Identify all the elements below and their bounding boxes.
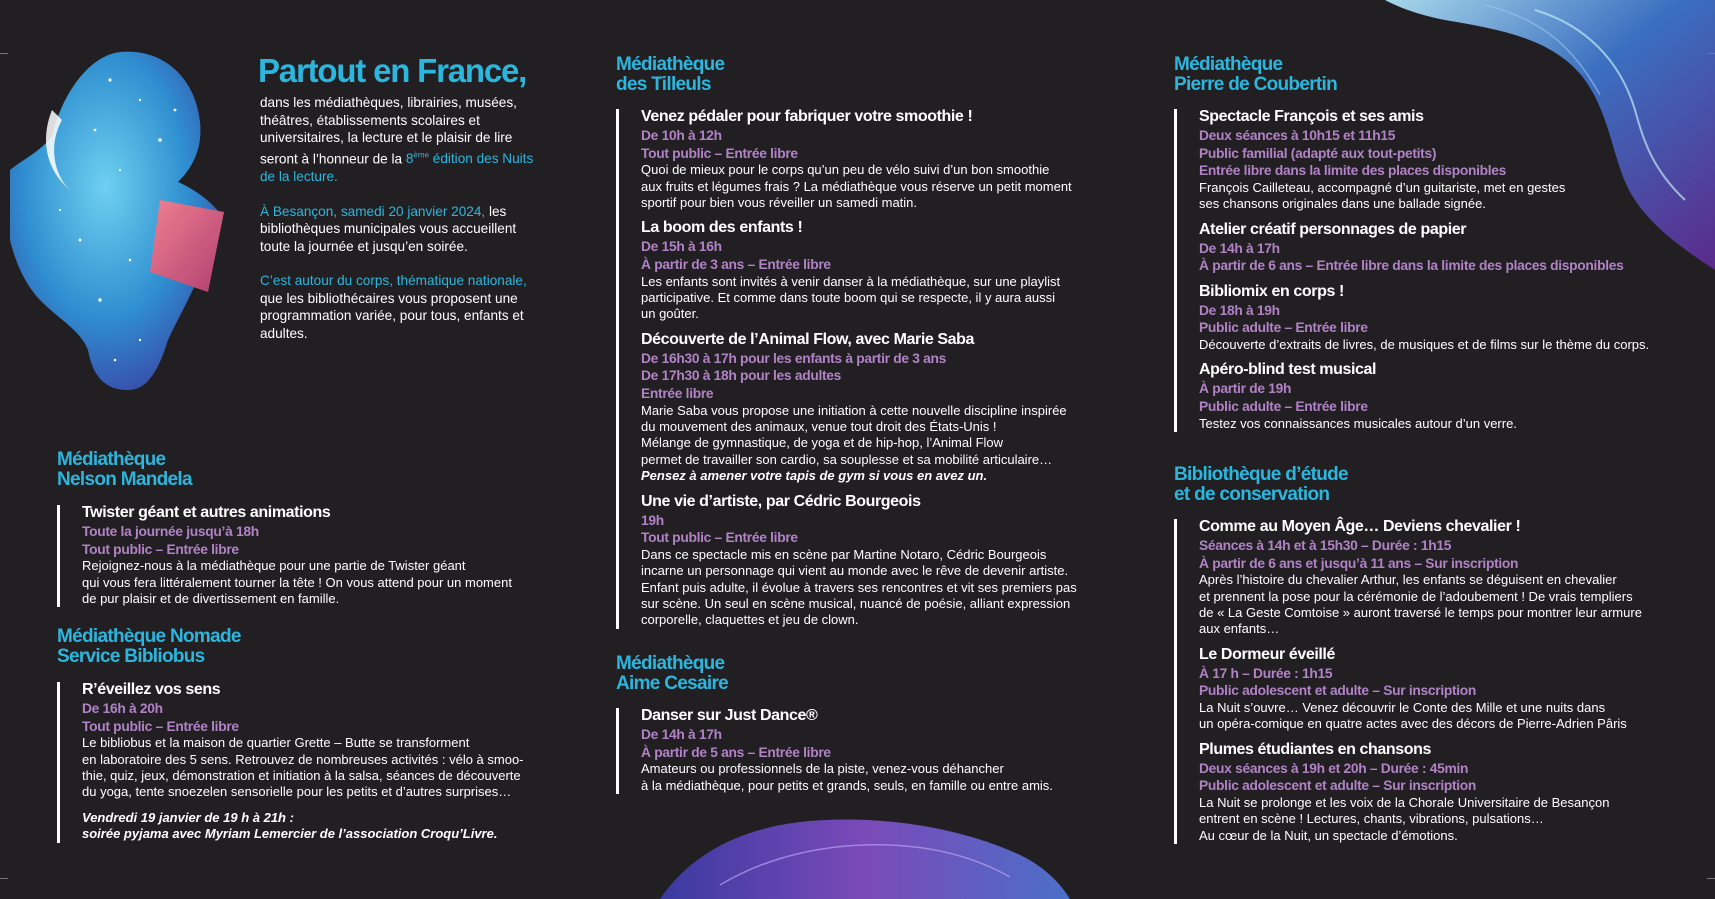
event-info [82,523,562,558]
event-info-line: De 16h à 20h [82,701,163,716]
event-desc [82,558,562,607]
event-desc-line: Rejoignez-nous à la médiathèque pour une partie de Twister géant [82,558,466,574]
event-desc-line: Amateurs ou professionnels de la piste, venez-vous déhancher [641,761,1004,777]
event-info [641,238,1121,273]
event-desc-line: Dans ce spectacle mis en scène par Martine Notaro, Cédric Bourgeois [641,546,1047,562]
event-desc [1199,180,1699,213]
date-highlight: À Besançon, samedi 20 janvier 2024, [260,203,486,219]
event-info-line: De 17h30 à 18h pour les adultes [641,368,842,384]
event-etude [1174,519,1699,844]
event-info [641,726,1121,761]
event-desc-line: entrent en scène ! Lectures, chants, vibrations, pulsations… [1199,811,1544,827]
event-smoothie [616,109,1121,629]
event-info-line: De 15h à 16h [641,239,722,255]
event-info [1199,240,1699,275]
event-info-line: Public adolescent et adulte – Sur inscription [1199,683,1477,699]
venue-line: Nelson Mandela [57,469,192,490]
event-desc-line: Découverte d’extraits de livres, de musiques et de films sur le thème du corps. [1199,336,1650,352]
event-info-line: À partir de 3 ans – Entrée libre [641,257,831,272]
event-info-line: Deux séances à 10h15 et 11h15 [1199,128,1396,143]
event-title: Spectacle François et ses amis [1199,108,1424,125]
event-title: Bibliomix en corps ! [1199,282,1344,300]
event-note [641,468,1121,484]
cosmic-blob-bottom [660,815,1070,899]
venue-heading [57,627,241,667]
event-info-line: Tout public – Entrée libre [641,145,798,161]
event-note-line: Vendredi 19 janvier de 19 h à 21h : [82,809,294,825]
venue-heading [616,654,728,694]
event-title: Apéro-blind test musical [1199,361,1377,379]
intro-paragraph [260,94,535,186]
event-title: Comme au Moyen Âge… Deviens chevalier ! [1199,518,1521,535]
event-coubertin [1174,109,1699,432]
venue-heading [1174,55,1337,95]
event-desc-line: sur scène. Un seul en scène musical, nuancé de poésie, alliant expression [641,596,1071,612]
intro-p3-text: que les bibliothécaires vous proposent une programmation variée, pour tous, enfants et adultes. [260,290,524,342]
event-desc-line: Les enfants sont invités à venir danser à la médiathèque, sur une playlist [641,273,1061,289]
event-info-line: À 17 h – Durée : 1h15 [1199,665,1333,681]
reader-silhouette-illustration [0,40,250,430]
venue-line: Médiathèque [616,54,725,75]
event-info [1199,665,1699,700]
crop-mark [1707,878,1715,879]
event-desc [641,162,1121,211]
event-info [1199,760,1699,795]
theme-highlight: C’est autour du corps, thématique nationale, [260,273,527,289]
event-desc [1199,416,1699,432]
event-info-line: Entrée libre [641,386,714,401]
event-desc-line: François Cailleteau, accompagné d’un guitariste, met en gestes [1199,179,1566,195]
event-info-line: Tout public – Entrée libre [82,541,239,557]
venue-heading [1174,465,1348,505]
crop-mark [0,878,8,879]
intro-text [260,94,535,360]
edition-rest: édition des Nuits de la lecture. [260,151,534,184]
event-info-line: De 14h à 17h [641,727,722,742]
event-desc [641,403,1121,469]
intro-p1-text: dans les médiathèques, librairies, musées, théâtres, établissements scolaires et universitaires, la lecture et le plaisir de lire seront à l’honneur de la [260,95,517,167]
event-desc-line: en laboratoire des 5 sens. Retrouvez de nombreuses activités : vélo à smoo- [82,751,524,767]
event-desc-line: participative. Et comme dans toute boom qui se respecte, il y aura aussi [641,290,1056,305]
event-info-line: Deux séances à 19h et 20h – Durée : 45min [1199,760,1469,776]
event-info [641,350,1121,403]
event-info-line: Tout public – Entrée libre [641,530,798,546]
event-info [641,127,1121,162]
page-title: Partout en France, [258,52,527,89]
event-desc-line: un opéra-comique en quatre actes avec des décors de Pierre-Adrien Pâris [1199,716,1627,732]
event-title: R’éveillez vos sens [82,681,221,698]
event-info [1199,380,1699,415]
event-desc-line: ses chansons originales dans une ballade signée. [1199,196,1486,212]
event-title: Venez pédaler pour fabriquer votre smoothie ! [641,108,973,125]
venue-line: Pierre de Coubertin [1174,74,1338,95]
event-desc-line: Enfant puis adulte, il évolue à travers ses rencontres et vit ses premiers pas [641,579,1077,595]
event-desc-line: de pur plaisir et de divertissement en famille. [82,591,340,606]
event-desc-line: Quoi de mieux pour le corps qu’un peu de vélo suivi d’un bon smoothie [641,162,1050,178]
event-info-line: Public familial (adapté aux tout-petits) [1199,145,1437,161]
event-info [1199,302,1699,337]
event-title: Une vie d’artiste, par Cédric Bourgeois [641,492,921,510]
event-desc-line: permet de travailler son cardio, sa souplesse et sa mobilité articulaire… [641,451,1053,467]
event-desc-line: Au cœur de la Nuit, un spectacle d’émotions. [1199,827,1458,843]
event-desc-line: thie, quiz, jeux, démonstration et initiation à la salsa, séances de découverte [82,768,521,783]
event-desc [1199,572,1699,638]
venue-line: et de conservation [1174,484,1330,505]
venue-heading [616,55,724,95]
event-note-line: soirée pyjama avec Myriam Lemercier de l’association Croqu’Livre. [82,826,498,842]
event-desc-line: Après l’histoire du chevalier Arthur, les enfants se déguisent en chevalier [1199,572,1617,588]
event-desc-line: qui vous fera littéralement tourner la tête ! On vous attend pour un moment [82,574,512,590]
event-info-line: À partir de 6 ans – Entrée libre dans la limite des places disponibles [1199,258,1624,274]
event-desc [641,547,1121,629]
venue-heading [57,450,192,490]
intro-p2-text: les bibliothèques municipales vous accueillent toute la journée et jusqu’en soirée. [260,203,517,254]
event-desc [641,761,1121,794]
edition-sup: ème [413,150,429,160]
event-desc-line: La Nuit s’ouvre… Venez découvrir le Conte des Mille et une nuits dans [1199,700,1606,715]
event-desc-line: La Nuit se prolonge et les voix de la Chorale Universitaire de Besançon [1199,795,1610,810]
intro-paragraph [260,203,535,256]
event-desc-line: Testez vos connaissances musicales autour d’un verre. [1199,415,1517,431]
venue-line: Aime Cesaire [616,673,729,694]
venue-line: Service Bibliobus [57,646,205,667]
event-info-line: Entrée libre dans la limite des places disponibles [1199,163,1507,179]
event-title: Plumes étudiantes en chansons [1199,740,1432,758]
venue-line: Médiathèque [57,449,166,470]
event-twister [57,505,562,607]
event-info-line: Toute la journée jusqu’à 18h [82,524,259,539]
event-info-line: Public adolescent et adulte – Sur inscription [1199,778,1477,794]
venue-line: Médiathèque Nomade [57,626,241,647]
event-title: Atelier créatif personnages de papier [1199,220,1467,238]
event-desc-line: sportif pour bien vous réveiller un samedi matin. [641,195,918,210]
event-title: La boom des enfants ! [641,219,803,237]
venue-line: des Tilleuls [616,74,711,95]
event-desc-line: Le bibliobus et la maison de quartier Grette – Butte se transforment [82,735,470,751]
event-title: Le Dormeur éveillé [1199,645,1335,663]
event-title: Découverte de l’Animal Flow, avec Marie Saba [641,330,975,348]
event-desc-line: et prennent la pose pour la cérémonie de l’adoubement ! De vrais templiers [1199,588,1633,604]
event-title: Twister géant et autres animations [82,504,331,521]
event-desc-line: corporelle, claquettes et jeu de clown. [641,612,859,628]
event-info-line: Public adulte – Entrée libre [1199,398,1368,414]
event-info-line: 19h [641,512,664,528]
event-desc [82,735,562,801]
event-desc-line: Mélange de gymnastique, de yoga et de hip-hop, l’Animal Flow [641,435,1004,451]
event-sens [57,682,562,843]
intro-paragraph [260,272,535,342]
event-info [1199,127,1699,180]
event-title: Danser sur Just Dance® [641,707,818,724]
event-desc-line: incarne un personnage qui vient au monde avec le rêve de devenir artiste. [641,563,1069,579]
venue-line: Médiathèque [1174,54,1283,75]
event-desc-line: aux enfants… [1199,621,1280,637]
event-desc-line: un goûter. [641,306,699,322]
event-justdance [616,708,1121,794]
event-info-line: Tout public – Entrée libre [82,718,239,734]
event-desc [1199,700,1699,733]
event-info [641,512,1121,547]
event-desc-line: de « La Geste Comtoise » auront traversé le temps pour montrer leur armure [1199,605,1642,620]
event-info-line: À partir de 6 ans et jusqu’à 11 ans – Sur inscription [1199,555,1519,571]
event-info [1199,537,1699,572]
venue-line: Médiathèque [616,653,725,674]
event-desc-line: à la médiathèque, pour petits et grands, seuls, en famille ou entre amis. [641,777,1053,793]
event-info-line: À partir de 19h [1199,381,1292,397]
event-desc [1199,795,1699,844]
event-info-line: De 18h à 19h [1199,302,1280,318]
event-desc-line: aux fruits et légumes frais ? La médiathèque vous réserve un petit moment [641,178,1072,194]
crop-mark [0,53,8,54]
event-desc-line: du yoga, tente snoezelen sensorielle pour les petits et d’autres surprises… [82,784,512,800]
event-info-line: Public adulte – Entrée libre [1199,320,1368,336]
event-info-line: De 16h30 à 17h pour les enfants à partir de 3 ans [641,350,947,366]
event-info [82,700,562,735]
event-info-line: De 14h à 17h [1199,240,1280,256]
edition-number: 8 [405,151,414,167]
event-desc [641,274,1121,323]
event-note [82,810,562,843]
event-info-line: Séances à 14h et à 15h30 – Durée : 1h15 [1199,538,1452,553]
event-info-line: De 10h à 12h [641,128,722,143]
event-desc-line: du mouvement des animaux, venue tout droit des États-Unis ! [641,419,997,434]
event-note-line: Pensez à amener votre tapis de gym si vous en avez un. [641,468,988,484]
crop-mark [1707,53,1715,54]
venue-line: Bibliothèque d’étude [1174,464,1348,485]
event-desc [1199,337,1699,353]
event-desc-line: Marie Saba vous propose une initiation à cette nouvelle discipline inspirée [641,402,1067,418]
event-info-line: À partir de 5 ans – Entrée libre [641,744,831,760]
